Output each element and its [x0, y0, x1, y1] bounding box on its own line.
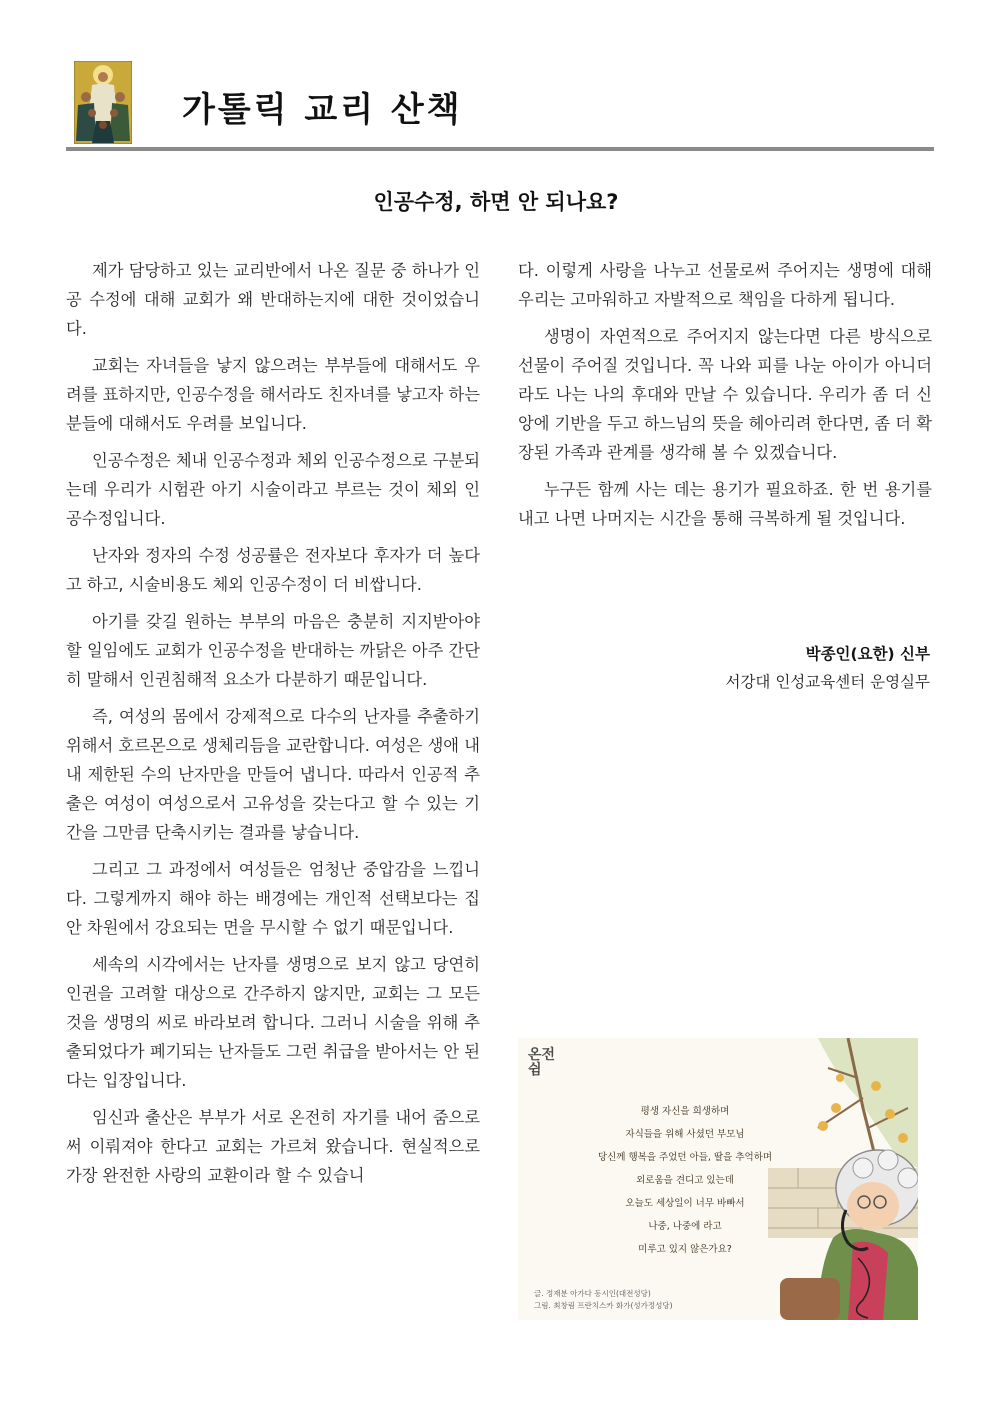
article-paragraph: 그리고 그 과정에서 여성들은 엄청난 중압감을 느낍니다. 그렇게까지 해야 하는 배경에는 개인적 선택보다는 집안 차원에서 강요되는 면을 무시할 수 없기 때문입니다.: [66, 860, 480, 937]
poster-credit-art: 그림. 최창림 프란치스카 화가(성가정성당): [534, 1301, 673, 1310]
header-logo-image: [74, 61, 132, 144]
article-paragraph: 즉, 여성의 몸에서 강제적으로 다수의 난자를 추출하기 위해서 호르몬으로 생체리듬을 교란합니다. 여성은 생애 내내 제한된 수의 난자만을 만들어 냅니다. 따라서 인공적 추출은 여성이 여성으로서 고유성을 갖는다고 할 수 있는 기간을 그만큼 단축시키는 결과를 낳습니다.: [66, 707, 480, 842]
poster-logo: [528, 1048, 555, 1078]
article-column-right: [518, 256, 932, 541]
poster-credit-text: 글. 정재분 아가다 동시인(대전성당): [534, 1289, 651, 1298]
article-paragraph: 난자와 정자의 수정 성공률은 전자보다 후자가 더 높다고 하고, 시술비용도 체외 인공수정이 더 비쌉니다.: [66, 546, 480, 594]
article-paragraph: 세속의 시각에서는 난자를 생명으로 보지 않고 당연히 인권을 고려할 대상으로 간주하지 않지만, 교회는 그 모든 것을 생명의 씨로 바라보려 합니다. 그러니 시술을 위해 추출되었다가 폐기되는 난자들도 그런 취급을 받아서는 안 된다는 입장입니다.: [66, 955, 480, 1090]
poem-line: 나중, 나중에 라고: [648, 1221, 722, 1232]
author-role: 서강대 인성교육센터 운영실무: [725, 673, 930, 691]
article-paragraph: 인공수정은 체내 인공수정과 체외 인공수정으로 구분되는데 우리가 시험관 아기 시술이라고 부르는 것이 체외 인공수정입니다.: [66, 451, 480, 528]
poem-line: 오늘도 세상일이 너무 바빠서: [625, 1198, 745, 1209]
article-paragraph: 제가 담당하고 있는 교리반에서 나온 질문 중 하나가 인공 수정에 대해 교회가 왜 반대하는지에 대한 것이었습니다.: [66, 261, 480, 338]
poster-illustration: [518, 1038, 918, 1320]
poem-line: 외로움을 견디고 있는데: [636, 1175, 734, 1186]
poster-logo-line: 온전: [528, 1047, 556, 1063]
poster-credits: [534, 1288, 673, 1312]
author-signature: [725, 640, 930, 696]
article-column-left: [66, 256, 480, 1198]
poem-line: 평생 자신을 희생하며: [640, 1106, 730, 1117]
article-paragraph: 교회는 자녀들을 낳지 않으려는 부부들에 대해서도 우려를 표하지만, 인공수정을 해서라도 친자녀를 낳고자 하는 분들에 대해서도 우려를 보입니다.: [66, 356, 480, 433]
page-title: 가톨릭 교리 산책: [182, 90, 463, 130]
poem-line: 미루고 있지 않은가요?: [638, 1244, 732, 1255]
poster-poem: [570, 1100, 800, 1261]
header-divider: [66, 147, 934, 151]
article-paragraph-continued: 다. 이렇게 사랑을 나누고 선물로써 주어지는 생명에 대해 우리는 고마워하고 자발적으로 책임을 다하게 됩니다.: [518, 261, 932, 309]
poem-line: 자식들을 위해 사셨던 부모님: [625, 1129, 745, 1140]
article-paragraph: 생명이 자연적으로 주어지지 않는다면 다른 방식으로 선물이 주어질 것입니다. 꼭 나와 피를 나눈 아이가 아니더라도 나는 나의 후대와 만날 수 있습니다. 우리가 좀 더 신앙에 기반을 두고 하느님의 뜻을 헤아리려 한다면, 좀 더 확장된 가족과 관계를 생각해 볼 수 있겠습니다.: [518, 327, 932, 462]
article-paragraph: 아기를 갖길 원하는 부부의 마음은 충분히 지지받아야 할 일임에도 교회가 인공수정을 반대하는 까닭은 아주 간단히 말해서 인권침해적 요소가 다분하기 때문입니다.: [66, 612, 480, 689]
article-title: 인공수정, 하면 안 되나요?: [373, 190, 619, 214]
author-name: 박종인(요한) 신부: [805, 645, 930, 663]
article-paragraph: 누구든 함께 사는 데는 용기가 필요하죠. 한 번 용기를 내고 나면 나머지는 시간을 통해 극복하게 될 것입니다.: [518, 480, 932, 528]
article-paragraph: 임신과 출산은 부부가 서로 온전히 자기를 내어 줌으로써 이뤄져야 한다고 교회는 가르쳐 왔습니다. 현실적으로 가장 완전한 사랑의 교환이라 할 수 있습니: [66, 1108, 480, 1185]
poem-line: 당신께 행복을 주었던 아들, 딸을 추억하며: [597, 1152, 773, 1163]
poster-logo-line: 쉼: [528, 1062, 542, 1078]
